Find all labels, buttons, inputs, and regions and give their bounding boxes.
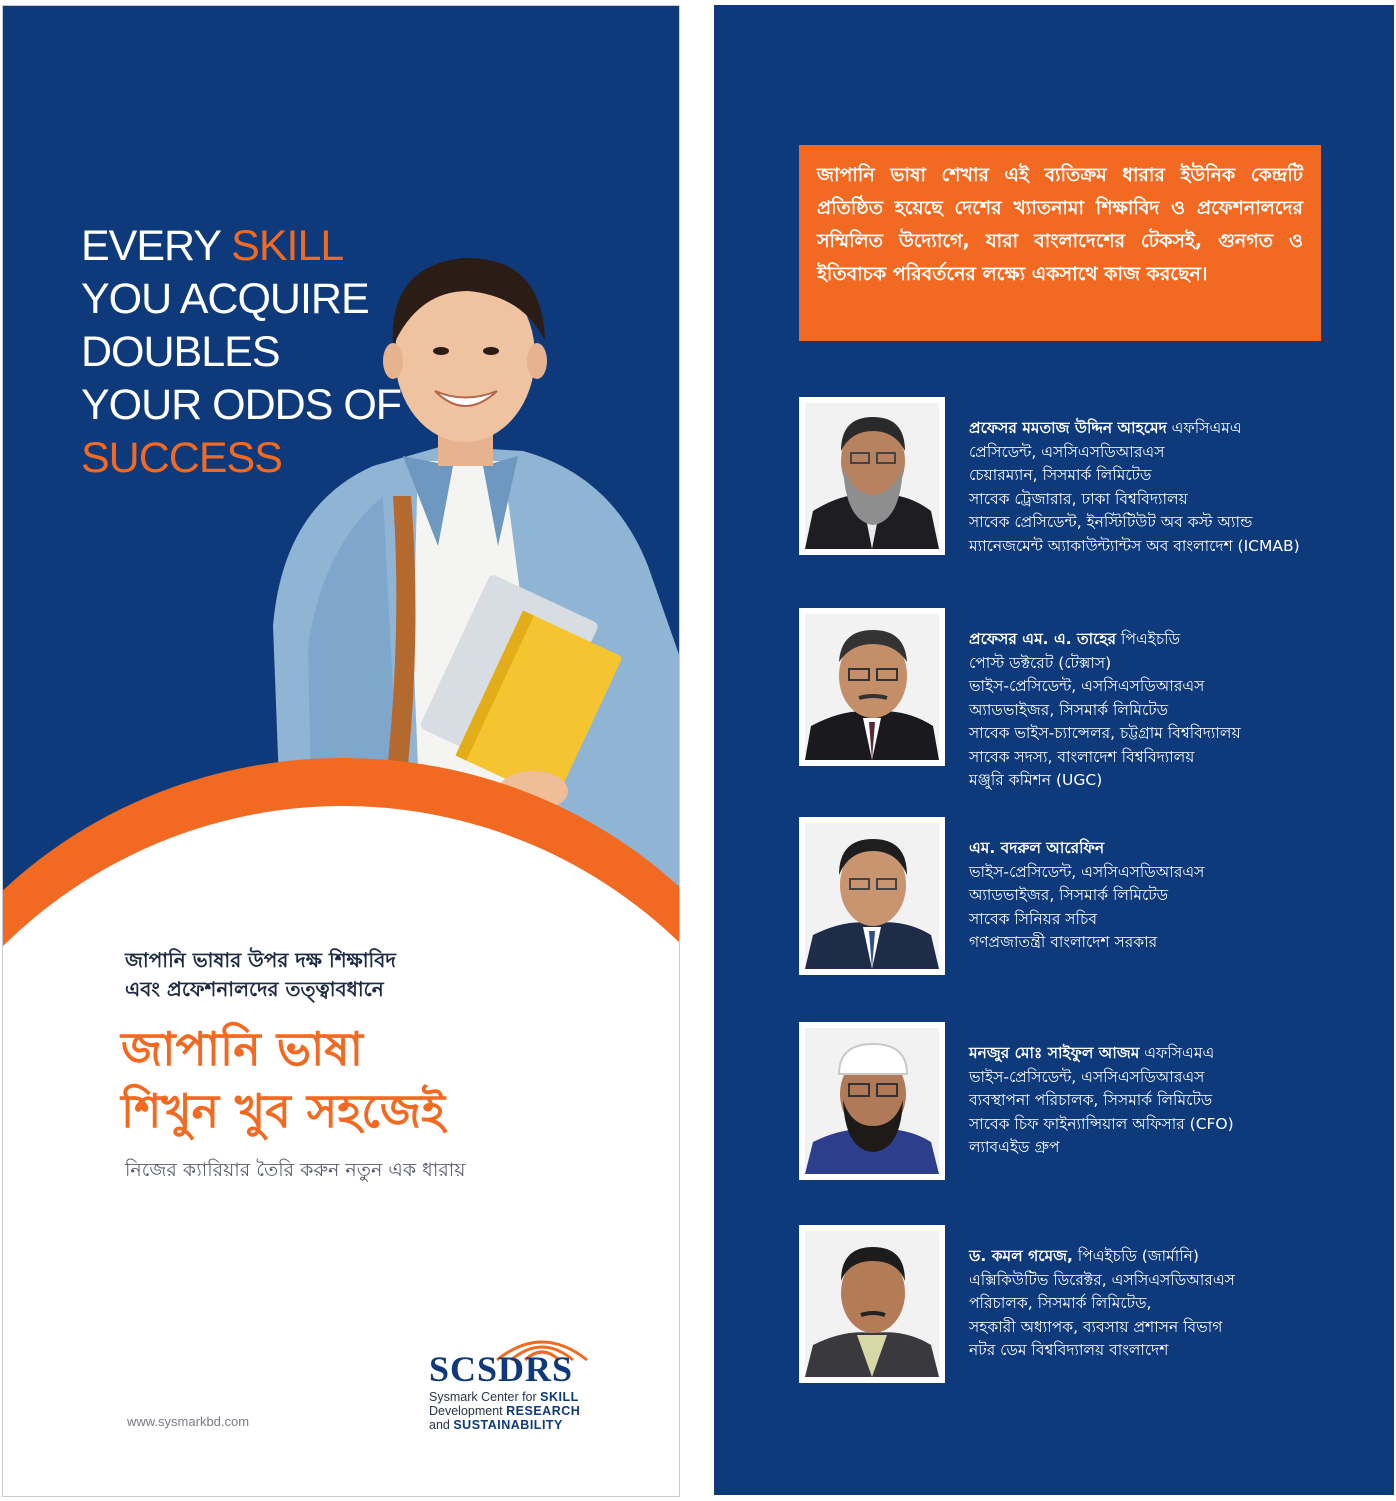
person-role: ল্যাবএইড গ্রুপ <box>969 1138 1060 1156</box>
person-role: এক্সিকিউটিভ ডিরেক্টর, এসসিএসডিআরএস <box>969 1270 1235 1289</box>
headline-highlight-skill: SKILL <box>231 222 344 270</box>
person-name: প্রফেসর মমতাজ উদ্দিন আহমেদ <box>969 419 1167 437</box>
flyer-front-panel <box>2 5 680 1497</box>
person-role: সাবেক সিনিয়র সচিব <box>969 909 1097 928</box>
person-role: সাবেক সদস্য, বাংলাদেশ বিশ্ববিদ্যালয় <box>969 747 1195 766</box>
person-role: সহকারী অধ্যাপক, ব্যবসায় প্রশাসন বিভাগ <box>969 1317 1223 1336</box>
person-bio <box>969 1042 1394 1160</box>
headline-line-4: YOUR ODDS OF <box>81 381 402 429</box>
person-credential: এফসিএমএ <box>1139 1044 1215 1062</box>
person-role: পরিচালক, সিসমার্ক লিমিটেড, <box>969 1294 1152 1312</box>
logo-text: and <box>429 1418 454 1432</box>
website-link[interactable]: www.sysmarkbd.com <box>127 1414 250 1429</box>
person-role: সাবেক চিফ ফাইন্যান্সিয়াল অফিসার (CFO) <box>969 1114 1234 1133</box>
person-role: সাবেক ট্রেজারার, ঢাকা বিশ্ববিদ্যালয় <box>969 489 1188 508</box>
flyer-back-panel <box>714 5 1394 1495</box>
person-role: পোস্ট ডক্টরেট (টেক্সাস) <box>969 653 1112 672</box>
headline-line-2: YOU ACQUIRE <box>81 275 369 323</box>
logo-abbreviation: SCSDRS <box>429 1349 574 1389</box>
headline-line-3: DOUBLES <box>81 328 280 376</box>
person-photo <box>799 1225 945 1383</box>
person-role: ভাইস-প্রেসিডেন্ট, এসসিএসডিআরএস <box>969 677 1205 695</box>
main-title-line-1: জাপানি ভাষা <box>121 1022 364 1076</box>
person-role: নটর ডেম বিশ্ববিদ্যালয় বাংলাদেশ <box>969 1341 1169 1359</box>
main-title-line-2: শিখুন খুব সহজেই <box>121 1084 446 1138</box>
person-name: মনজুর মোঃ সাইফুল আজম <box>969 1044 1140 1062</box>
headline-highlight-success: SUCCESS <box>81 434 282 482</box>
person-role: ব্যবস্থাপনা পরিচালক, সিসমার্ক লিমিটেড <box>969 1091 1213 1109</box>
logo-text-bold: SUSTAINABILITY <box>453 1418 563 1432</box>
person-role: ভাইস-প্রেসিডেন্ট, এসসিএসডিআরএস <box>969 862 1205 881</box>
person-role: মঞ্জুরি কমিশন (UGC) <box>969 771 1103 789</box>
logo-text-bold: SKILL <box>540 1390 579 1404</box>
scsdrs-logo <box>427 1332 607 1442</box>
person-bio <box>969 628 1394 793</box>
person-name: এম. বদরুল আরেফিন <box>969 839 1105 857</box>
person-credential: এফসিএমএ <box>1166 419 1242 437</box>
logo-text-bold: RESEARCH <box>506 1404 581 1418</box>
person-bio <box>969 837 1394 955</box>
person-credential: পিএইচডি <box>1116 630 1181 648</box>
person-photo <box>799 608 945 766</box>
highlight-box: জাপানি ভাষা শেখার এই ব্যতিক্রম ধারার ইউনিক কেন্দ্রটি প্রতিষ্ঠিত হয়েছে দেশের খ্যাতনামা শিক্ষাবিদ ও প্রফেশনালদের সম্মিলিত উদ্যোগে, যারা বাংলাদেশের টেকসই, গুনগত ও ইতিবাচক পরিবর্তনের লক্ষ্যে একসাথে কাজ করছেন। <box>799 145 1321 341</box>
person-credential: পিএইচডি (জার্মানি) <box>1072 1247 1199 1265</box>
person-role: প্রেসিডেন্ট, এসসিএসডিআরএস <box>969 442 1165 461</box>
person-bio <box>969 417 1394 558</box>
person-role: সাবেক ভাইস-চ্যান্সেলর, চট্টগ্রাম বিশ্ববিদ্যালয় <box>969 724 1241 742</box>
intro-line-1: জাপানি ভাষার উপর দক্ষ শিক্ষাবিদ <box>125 948 396 972</box>
person-role: গণপ্রজাতন্ত্রী বাংলাদেশ সরকার <box>969 933 1158 951</box>
person-photo <box>799 1022 945 1180</box>
person-role: অ্যাডভাইজর, সিসমার্ক লিমিটেড <box>969 700 1169 719</box>
person-photo <box>799 817 945 975</box>
intro-line-2: এবং প্রফেশনালদের তত্ত্বাবধানে <box>125 977 384 1001</box>
person-photo <box>799 397 945 555</box>
person-name: ড. কমল গমেজ, <box>969 1247 1073 1265</box>
headline-text: EVERY <box>81 222 232 270</box>
person-role: চেয়ারম্যান, সিসমার্ক লিমিটেড <box>969 466 1152 484</box>
main-title <box>121 1018 641 1142</box>
person-role: ভাইস-প্রেসিডেন্ট, এসসিএসডিআরএস <box>969 1067 1205 1086</box>
logo-text: Development <box>429 1404 507 1418</box>
logo-text: Sysmark Center for <box>429 1390 541 1404</box>
person-role: ম্যানেজমেন্ট অ্যাকাউন্ট্যান্টস অব বাংলাদেশ (ICMAB) <box>969 536 1300 555</box>
person-role: সাবেক প্রেসিডেন্ট, ইনস্টিটিউট অব কস্ট অ্যান্ড <box>969 513 1253 531</box>
intro-text <box>125 946 545 1004</box>
person-bio <box>969 1245 1394 1363</box>
tagline: নিজের ক্যারিয়ার তৈরি করুন নতুন এক ধারায় <box>125 1159 466 1181</box>
person-role: অ্যাডভাইজর, সিসমার্ক লিমিটেড <box>969 886 1169 904</box>
person-name: প্রফেসর এম. এ. তাহের <box>969 630 1117 648</box>
logo-full-name <box>429 1390 580 1432</box>
